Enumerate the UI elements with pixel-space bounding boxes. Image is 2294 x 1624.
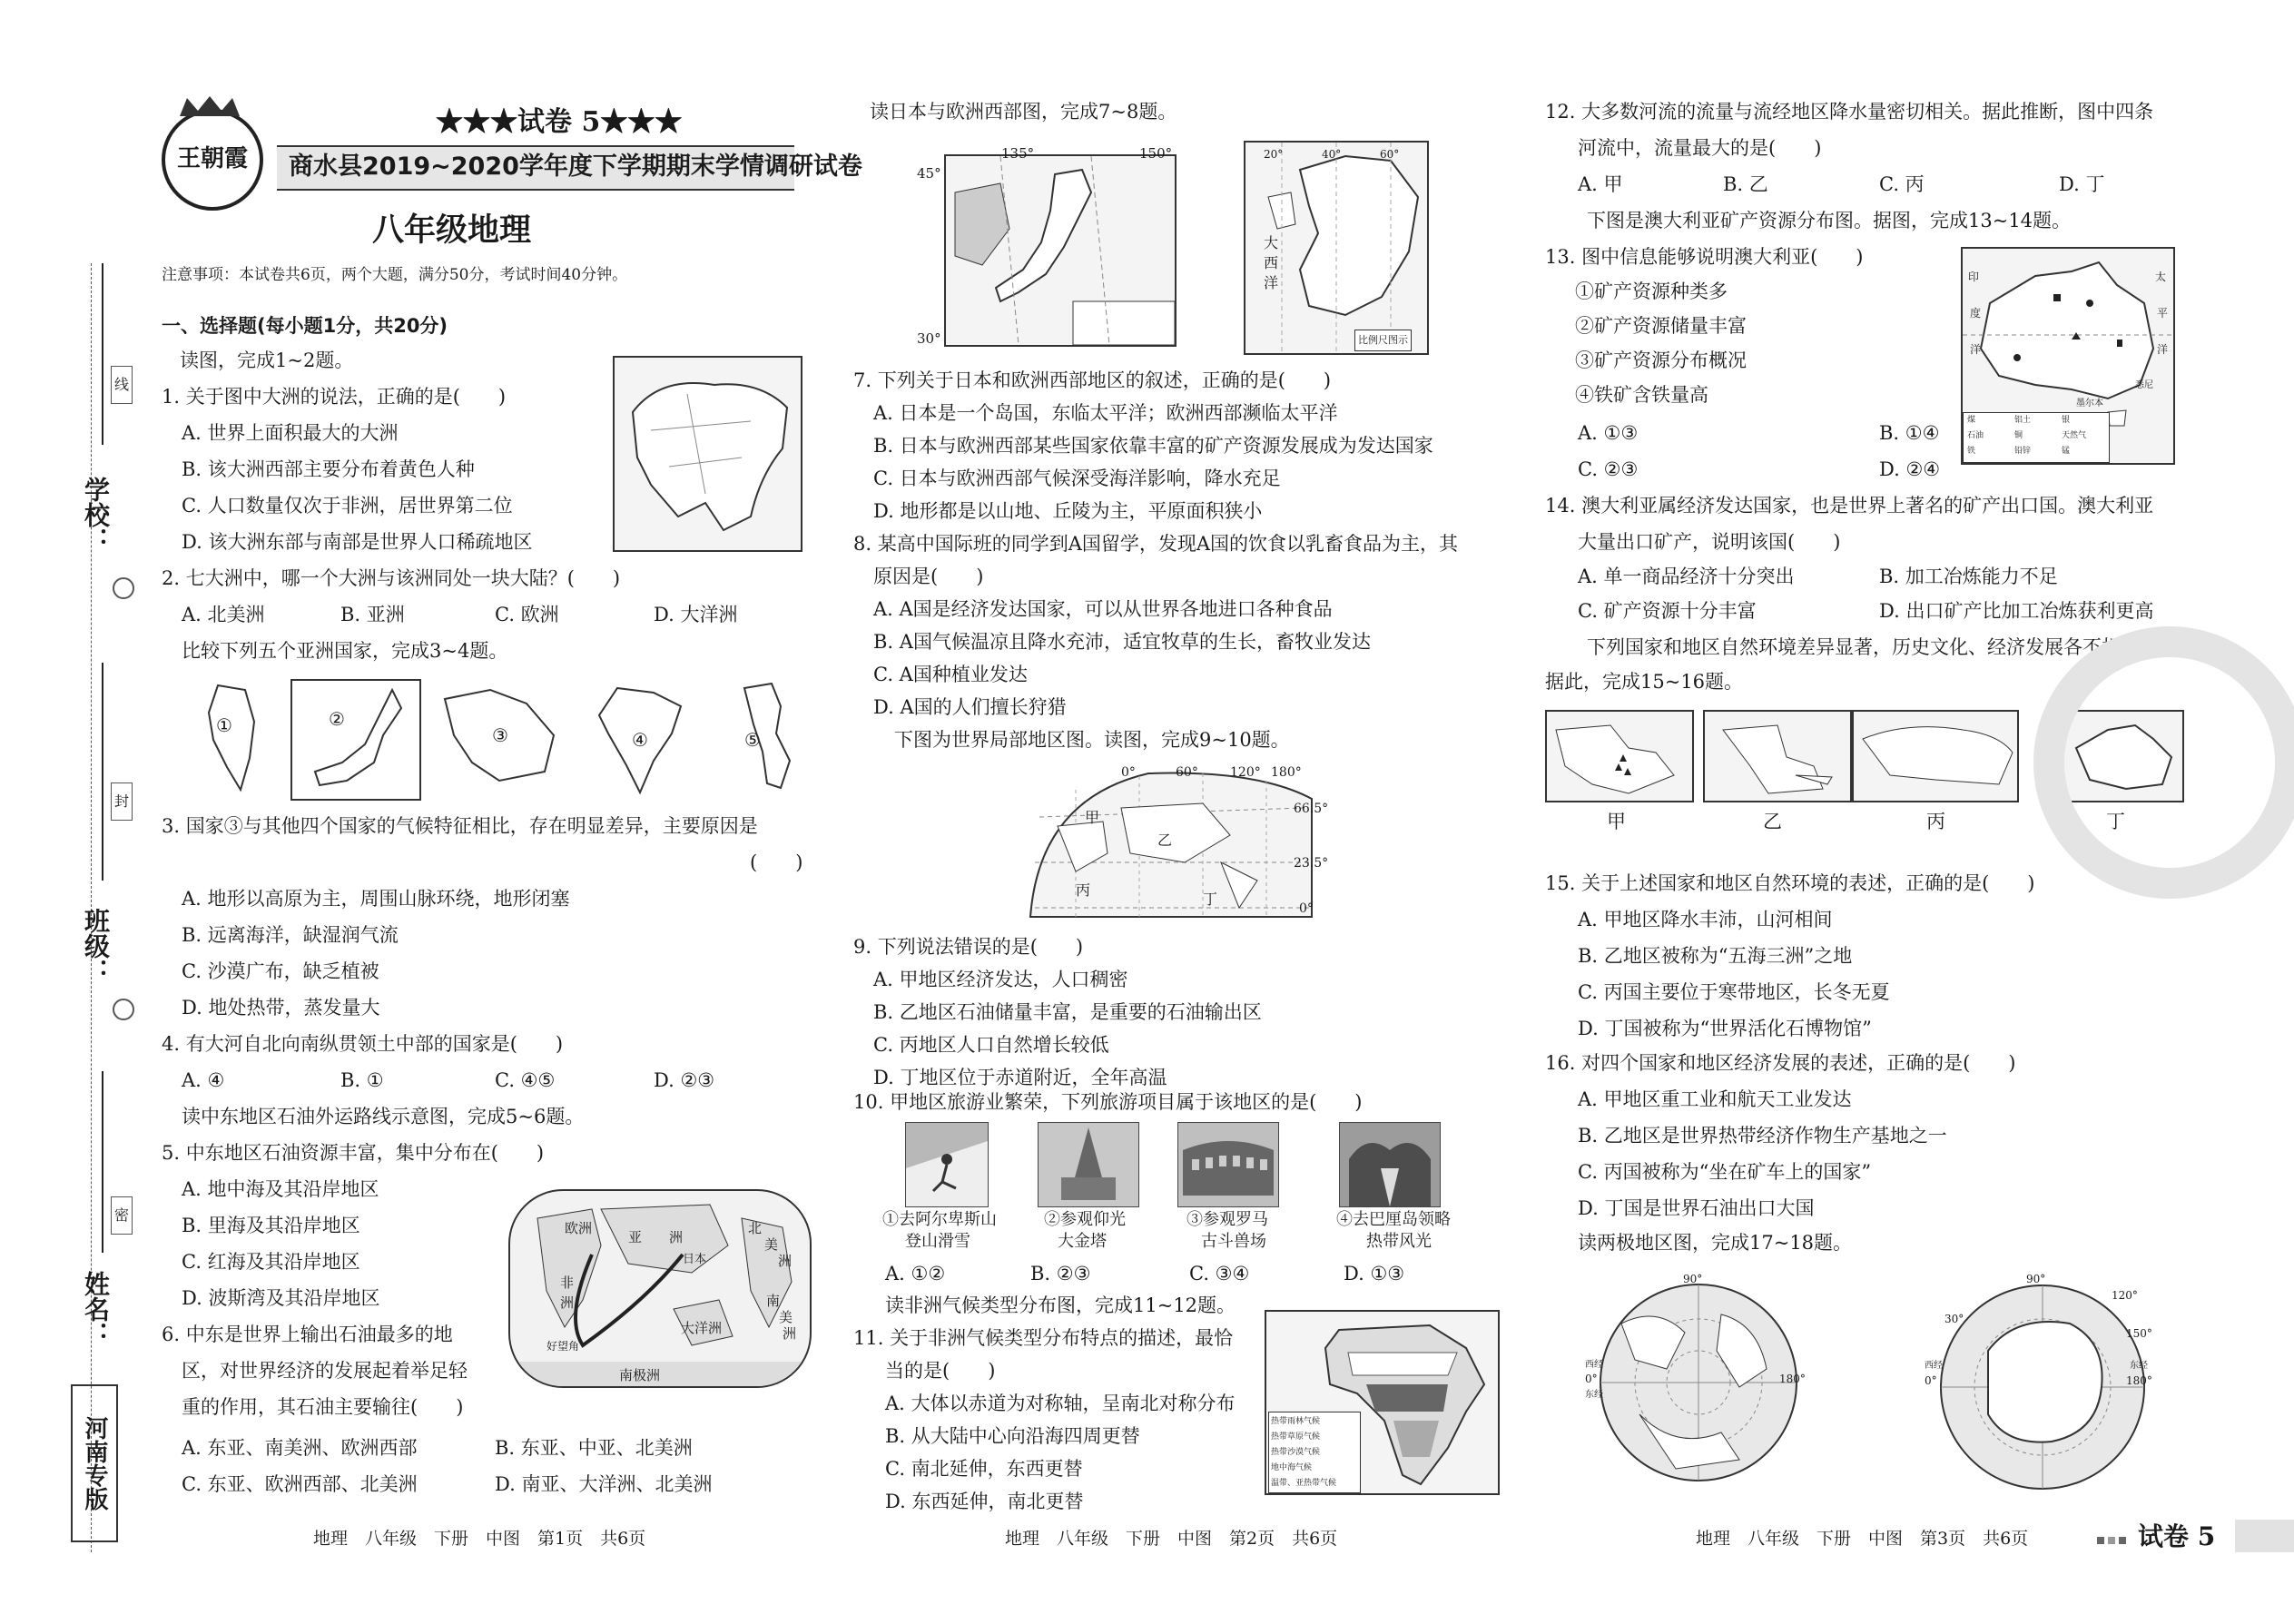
label-pacific-3: 洋: [2157, 343, 2169, 356]
q1-option-d[interactable]: D. 该大洲东部与南部是世界人口稀疏地区: [182, 531, 533, 553]
q11-option-b[interactable]: B. 从大陆中心向沿海四周更替: [885, 1425, 1140, 1447]
legend-copper: 铜: [2014, 431, 2023, 440]
asia-map: [613, 356, 802, 552]
photo1-caption-2: 登山滑雪: [905, 1232, 970, 1251]
q11-option-d[interactable]: D. 东西延伸，南北更替: [885, 1491, 1084, 1512]
question-7: 7. 下列关于日本和欧洲西部地区的叙述，正确的是( ): [853, 369, 1332, 391]
world-region-map: [1021, 763, 1329, 926]
notice: 注意事项：本试卷共6页，两个大题，满分50分，考试时间40分钟。: [162, 266, 628, 284]
australia-minerals-map: [1961, 247, 2175, 465]
name-label: 姓名：: [81, 1271, 111, 1347]
intro-q9-10: 下图为世界局部地区图。读图，完成9~10题。: [894, 729, 1290, 751]
question-6-line3: 重的作用，其石油主要输往( ): [182, 1396, 464, 1418]
q5-option-a[interactable]: A. 地中海及其沿岸地区: [182, 1178, 379, 1200]
q13-option-d[interactable]: D. ②④: [1879, 458, 1941, 480]
q16-option-d[interactable]: D. 丁国是世界石油出口大国: [1578, 1197, 1815, 1219]
intro-q15-16-line1: 下列国家和地区自然环境差异显著，历史文化、经济发展各不相同。: [1587, 636, 2159, 658]
wm-region-jia: 甲: [1085, 809, 1100, 826]
wm-lon-120: 120°: [1230, 765, 1261, 780]
label-oceania: 大洋洲: [681, 1320, 723, 1336]
arctic-west: 西经: [1585, 1360, 1603, 1370]
q9-option-b[interactable]: B. 乙地区石油储量丰富，是重要的石油输出区: [873, 1001, 1262, 1023]
country-2-shape: [290, 679, 421, 801]
legend-item: 温带、亚热带气候: [1271, 1479, 1337, 1488]
q11-option-a[interactable]: A. 大体以赤道为对称轴，呈南北对称分布: [885, 1393, 1236, 1414]
logo-text: 王朝霞: [176, 145, 248, 172]
seal-seal-mark: 封: [111, 782, 133, 821]
question-14-line2: 大量出口矿产，说明该国( ): [1578, 531, 1841, 553]
antarctic-west: 西经: [1925, 1361, 1943, 1371]
q16-option-c[interactable]: C. 丙国被称为“坐在矿车上的国家”: [1578, 1161, 1872, 1183]
africa-legend: [1268, 1412, 1361, 1493]
country-5-shape: [726, 679, 808, 797]
q11-option-c[interactable]: C. 南北延伸，东西更替: [885, 1458, 1083, 1480]
wm-lon-180: 180°: [1271, 765, 1302, 780]
wm-region-bing: 丙: [1076, 881, 1091, 899]
q5-option-c[interactable]: C. 红海及其沿岸地区: [182, 1251, 360, 1273]
q2-option-a[interactable]: A. 北美洲: [182, 604, 265, 625]
q10-option-d[interactable]: D. ①③: [1344, 1263, 1405, 1284]
page2-footer: 地理 八年级 下册 中图 第2页 共6页: [1005, 1529, 1338, 1549]
region-label-yi: 乙: [1763, 811, 1782, 832]
page3-footer: 地理 八年级 下册 中图 第3页 共6页: [1696, 1529, 2029, 1549]
question-4: 4. 有大河自北向南纵贯领土中部的国家是( ): [162, 1033, 564, 1055]
question-13: 13. 图中信息能够说明澳大利亚( ): [1545, 246, 1864, 268]
atlantic-3: 洋: [1264, 274, 1279, 291]
q15-option-d[interactable]: D. 丁国被称为“世界活化石博物馆”: [1578, 1018, 1872, 1039]
legend-item: 地中海气候: [1271, 1463, 1313, 1472]
q12-option-d[interactable]: D. 丁: [2059, 173, 2105, 195]
q3-option-c[interactable]: C. 沙漠广布，缺乏植被: [182, 960, 379, 982]
q8-option-c[interactable]: C. A国种植业发达: [873, 664, 1028, 685]
japan-map: [944, 154, 1177, 347]
photo-bali: [1339, 1122, 1441, 1207]
question-11-line1: 11. 关于非洲气候类型分布特点的描述，最恰: [853, 1327, 1234, 1349]
q14-option-a[interactable]: A. 单一商品经济十分突出: [1578, 566, 1795, 587]
wm-lon-0: 0°: [1121, 765, 1136, 780]
q6-option-c[interactable]: C. 东亚、欧洲西部、北美洲: [182, 1473, 418, 1495]
legend-item: 热带雨林气候: [1271, 1417, 1321, 1426]
atlantic-2: 西: [1264, 254, 1279, 271]
label-pacific-2: 平: [2157, 307, 2169, 320]
label-japan: 日本: [683, 1253, 707, 1266]
legend-gas: 天然气: [2062, 431, 2087, 440]
q14-option-c[interactable]: C. 矿产资源十分丰富: [1578, 600, 1757, 622]
antarctic-90: 90°: [2026, 1273, 2046, 1285]
label-cape: 好望角: [546, 1340, 580, 1353]
label-sa-2: 美: [779, 1309, 793, 1325]
label-na-1: 北: [748, 1220, 763, 1236]
q7-option-b[interactable]: B. 日本与欧洲西部某些国家依靠丰富的矿产资源发展成为发达国家: [873, 435, 1433, 457]
country-4-label: ④: [632, 729, 648, 751]
photo2-caption-2: 大金塔: [1058, 1232, 1107, 1251]
q2-option-c[interactable]: C. 欧洲: [495, 604, 559, 625]
country-3-shape: [436, 681, 563, 790]
q3-answer-bracket: ( ): [750, 851, 803, 873]
atlantic-1: 大: [1264, 234, 1279, 251]
region-map-bing: [1852, 710, 2019, 802]
country-5-label: ⑤: [744, 729, 761, 751]
label-europe: 欧洲: [565, 1220, 593, 1236]
q10-option-b[interactable]: B. ②③: [1030, 1263, 1091, 1284]
label-sa-1: 南: [766, 1293, 781, 1309]
q8-option-b[interactable]: B. A国气候温凉且降水充沛，适宜牧草的生长，畜牧业发达: [873, 631, 1371, 653]
country-4-shape: [590, 679, 699, 797]
antarctic-map: [1925, 1269, 2161, 1505]
q6-option-d[interactable]: D. 南亚、大洋洲、北美洲: [495, 1473, 713, 1495]
intro-q15-16-line2: 据此，完成15~16题。: [1545, 671, 1744, 693]
q10-option-a[interactable]: A. ①②: [885, 1263, 946, 1284]
q8-option-a[interactable]: A. A国是经济发达国家，可以从世界各地进口各种食品: [873, 598, 1333, 620]
arctic-90: 90°: [1683, 1273, 1703, 1285]
photo1-caption-1: ①去阿尔卑斯山: [882, 1210, 997, 1229]
label-sa-3: 洲: [783, 1325, 797, 1342]
q12-option-a[interactable]: A. 甲: [1578, 173, 1623, 195]
wm-lat-66: 66.5°: [1294, 802, 1329, 816]
q9-option-c[interactable]: C. 丙地区人口自然增长较低: [873, 1034, 1109, 1056]
question-6-line1: 6. 中东是世界上输出石油最多的地: [162, 1324, 453, 1345]
japan-lon-2: 150°: [1139, 145, 1173, 162]
question-8-line2: 原因是( ): [873, 566, 984, 587]
q3-option-b[interactable]: B. 远离海洋，缺湿润气流: [182, 924, 399, 946]
photo2-caption-1: ②参观仰光: [1044, 1210, 1126, 1229]
punch-hole: [113, 577, 134, 599]
q13-option-a[interactable]: A. ①③: [1578, 422, 1639, 444]
subject-title: 八年级地理: [372, 212, 532, 249]
q14-option-b[interactable]: B. 加工冶炼能力不足: [1879, 566, 2058, 587]
photo3-caption-1: ③参观罗马: [1186, 1210, 1268, 1229]
arctic-180: 180°: [1779, 1373, 1806, 1385]
intro-q1-2: 读图，完成1~2题。: [180, 349, 354, 371]
scale-box: 比例尺图示: [1354, 330, 1412, 351]
legend-silver: 银: [2062, 416, 2071, 425]
region-label-jia: 甲: [1607, 811, 1626, 832]
region-label-ding: 丁: [2106, 811, 2125, 832]
photo-pagoda: [1038, 1122, 1139, 1207]
q7-option-d[interactable]: D. 地形都是以山地、丘陵为主，平原面积狭小: [873, 500, 1263, 522]
footer-tab: [2235, 1520, 2294, 1552]
antarctic-0: 0°: [1925, 1374, 1937, 1387]
seal-line-mark: 线: [111, 366, 133, 404]
school-field-line: [102, 263, 103, 445]
photo-skiing: [905, 1122, 989, 1207]
europe-lon-40: 40°: [1322, 148, 1342, 161]
region-map-yi: [1703, 710, 1852, 802]
wm-lon-60: 60°: [1176, 765, 1198, 780]
q7-option-c[interactable]: C. 日本与欧洲西部气候深受海洋影响，降水充足: [873, 468, 1281, 489]
antarctic-120: 120°: [2112, 1289, 2138, 1302]
wm-region-ding: 丁: [1203, 891, 1218, 908]
photo-colosseum: [1177, 1122, 1279, 1207]
q9-option-d[interactable]: D. 丁地区位于赤道附近，全年高温: [873, 1067, 1167, 1088]
question-9: 9. 下列说法错误的是( ): [853, 936, 1084, 958]
label-antarctica: 南极洲: [619, 1367, 661, 1383]
class-label: 班级：: [81, 908, 111, 984]
q13-statement-2: ②矿产资源储量丰富: [1575, 315, 1747, 337]
japan-lat-1: 45°: [917, 165, 941, 182]
punch-hole: [113, 999, 134, 1020]
photo3-caption-2: 古斗兽场: [1201, 1232, 1266, 1251]
arctic-east: 东经: [1585, 1390, 1603, 1400]
japan-lat-2: 30°: [917, 330, 941, 347]
q13-option-c[interactable]: C. ②③: [1578, 458, 1639, 480]
intro-q5-6: 读中东地区石油外运路线示意图，完成5~6题。: [182, 1106, 585, 1127]
q4-option-a[interactable]: A. ④: [182, 1069, 225, 1091]
q13-statement-1: ①矿产资源种类多: [1575, 281, 1728, 302]
antarctic-180: 180°: [2126, 1374, 2152, 1387]
logo: [162, 109, 263, 211]
exam-title: 商水县2019~2020学年度下学期期末学情调研试卷: [289, 153, 862, 181]
label-indian-3: 洋: [1970, 343, 1982, 356]
paper-badge: ★★★试卷 5★★★: [436, 106, 683, 138]
q12-option-b[interactable]: B. 乙: [1723, 173, 1768, 195]
africa-climate-map: [1265, 1310, 1500, 1495]
q1-option-c[interactable]: C. 人口数量仅次于非洲，居世界第二位: [182, 495, 513, 517]
q6-option-b[interactable]: B. 东亚、中亚、北美洲: [495, 1437, 693, 1459]
question-14-line1: 14. 澳大利亚属经济发达国家，也是世界上著名的矿产出口国。澳大利亚: [1545, 495, 2154, 517]
oil-route-map: [508, 1189, 812, 1388]
europe-map: [1244, 141, 1429, 355]
question-8-line1: 8. 某高中国际班的同学到A国留学，发现A国的饮食以乳畜食品为主，其: [853, 533, 1459, 555]
wm-lat-23: 23.5°: [1294, 856, 1329, 871]
legend-coal: 煤: [1967, 416, 1976, 425]
question-1: 1. 关于图中大洲的说法，正确的是( ): [162, 386, 507, 408]
q15-option-b[interactable]: B. 乙地区被称为“五海三洲”之地: [1578, 945, 1853, 967]
region-map-jia: [1545, 710, 1694, 802]
q4-option-d[interactable]: D. ②③: [654, 1069, 715, 1091]
q5-option-d[interactable]: D. 波斯湾及其沿岸地区: [182, 1287, 380, 1309]
label-asia-a: 亚: [628, 1229, 643, 1245]
q2-option-d[interactable]: D. 大洋洲: [654, 604, 738, 625]
q2-option-b[interactable]: B. 亚洲: [340, 604, 405, 625]
legend-item: 热带草原气候: [1271, 1432, 1321, 1442]
label-sydney: 悉尼: [2135, 380, 2153, 390]
label-indian-2: 度: [1970, 307, 1982, 320]
legend-iron: 铁: [1967, 447, 1976, 456]
intro-q11-12: 读非洲气候类型分布图，完成11~12题。: [885, 1294, 1236, 1316]
legend-bauxite: 铝土: [2014, 416, 2032, 425]
question-16: 16. 对四个国家和地区经济发展的表述，正确的是( ): [1545, 1052, 2016, 1074]
paper-badge-footer: 试卷 5: [2138, 1521, 2216, 1551]
wm-region-yi: 乙: [1157, 832, 1173, 849]
question-11-line2: 当的是( ): [885, 1360, 996, 1382]
q14-option-d[interactable]: D. 出口矿产比加工冶炼获利更高: [1879, 600, 2154, 622]
q6-option-a[interactable]: A. 东亚、南美洲、欧洲西部: [182, 1437, 418, 1459]
q13-option-b[interactable]: B. ①④: [1879, 422, 1940, 444]
q15-option-a[interactable]: A. 甲地区降水丰沛，山河相间: [1578, 909, 1833, 930]
question-2: 2. 七大洲中，哪一个大洲与该洲同处一块大陆？( ): [162, 567, 621, 589]
page1-footer: 地理 八年级 下册 中图 第1页 共6页: [313, 1529, 646, 1549]
question-3: 3. 国家③与其他四个国家的气候特征相比，存在明显差异，主要原因是: [162, 815, 758, 837]
q12-option-c[interactable]: C. 丙: [1879, 173, 1925, 195]
question-15: 15. 关于上述国家和地区自然环境的表述，正确的是( ): [1545, 872, 2035, 894]
label-africa-b: 洲: [560, 1294, 575, 1311]
q4-option-b[interactable]: B. ①: [340, 1069, 384, 1091]
antarctic-150: 150°: [2126, 1327, 2152, 1340]
intro-q7-8: 读日本与欧洲西部图，完成7~8题。: [870, 101, 1177, 123]
q10-option-c[interactable]: C. ③④: [1189, 1263, 1250, 1284]
crown-icon: [178, 94, 241, 118]
arctic-0: 0°: [1585, 1373, 1598, 1385]
class-field-line: [102, 663, 103, 881]
badge-squares-icon: [2097, 1532, 2133, 1545]
q4-option-c[interactable]: C. ④⑤: [495, 1069, 556, 1091]
intro-q13-14: 下图是澳大利亚矿产资源分布图。据图，完成13~14题。: [1587, 210, 2072, 231]
q1-option-a[interactable]: A. 世界上面积最大的大洲: [182, 422, 399, 444]
seal-secret-mark: 密: [111, 1196, 133, 1235]
label-pacific-1: 太: [2155, 271, 2167, 283]
europe-lon-20: 20°: [1264, 148, 1284, 161]
wm-lat-0: 0°: [1299, 901, 1314, 916]
q5-option-b[interactable]: B. 里海及其沿岸地区: [182, 1215, 360, 1236]
photo4-caption-2: 热带风光: [1366, 1232, 1432, 1251]
q9-option-a[interactable]: A. 甲地区经济发达，人口稠密: [873, 969, 1128, 990]
question-10: 10. 甲地区旅游业繁荣，下列旅游项目属于该地区的是( ): [853, 1091, 1363, 1113]
antarctic-east: 东经: [2130, 1361, 2148, 1371]
q8-option-d[interactable]: D. A国的人们擅长狩猎: [873, 696, 1067, 718]
country-3-label: ③: [492, 724, 508, 746]
legend-item: 热带沙漠气候: [1271, 1448, 1321, 1457]
antarctic-30: 30°: [1944, 1313, 1964, 1325]
q16-option-a[interactable]: A. 甲地区重工业和航天工业发达: [1578, 1088, 1852, 1110]
q13-statement-4: ④铁矿含铁量高: [1575, 384, 1708, 406]
europe-lon-60: 60°: [1380, 148, 1400, 161]
label-africa-a: 非: [560, 1275, 575, 1291]
label-melbourne: 墨尔本: [2076, 399, 2103, 408]
q16-option-b[interactable]: B. 乙地区是世界热带经济作物生产基地之一: [1578, 1125, 1947, 1147]
q3-option-a[interactable]: A. 地形以高原为主，周围山脉环绕，地形闭塞: [182, 888, 570, 910]
q7-option-a[interactable]: A. 日本是一个岛国，东临太平洋；欧洲西部濒临太平洋: [873, 402, 1338, 424]
question-5: 5. 中东地区石油资源丰富，集中分布在( ): [162, 1142, 545, 1164]
label-asia-b: 洲: [669, 1229, 684, 1245]
question-12-line2: 河流中，流量最大的是( ): [1578, 137, 1822, 159]
q1-option-b[interactable]: B. 该大洲西部主要分布着黄色人种: [182, 458, 475, 480]
q3-option-d[interactable]: D. 地处热带，蒸发量大: [182, 997, 380, 1019]
label-na-3: 洲: [778, 1253, 793, 1269]
label-indian-1: 印: [1968, 271, 1980, 283]
country-1-label: ①: [216, 714, 232, 736]
question-6-line2: 区，对世界经济的发展起着举足轻: [182, 1360, 468, 1382]
name-field-line: [102, 1071, 103, 1253]
label-na-2: 美: [764, 1236, 779, 1253]
watermark-stamp-icon: [2033, 626, 2294, 899]
question-12-line1: 12. 大多数河流的流量与流经地区降水量密切相关。据此推断，图中四条: [1545, 101, 2154, 123]
region-label-bing: 丙: [1926, 811, 1945, 832]
arctic-map: [1585, 1269, 1812, 1496]
minerals-legend: [1963, 412, 2110, 463]
q13-statement-3: ③矿产资源分布概况: [1575, 349, 1747, 371]
legend-oil: 石油: [1967, 431, 1984, 440]
photo4-caption-1: ④去巴厘岛领略: [1336, 1210, 1451, 1229]
legend-leadzinc: 铅锌: [2014, 447, 2032, 456]
intro-q3-4: 比较下列五个亚洲国家，完成3~4题。: [182, 640, 508, 662]
legend-manganese: 锰: [2062, 447, 2071, 456]
school-label: 学校：: [81, 477, 111, 553]
edition-box: 河南专版: [71, 1384, 118, 1542]
country-2-label: ②: [329, 708, 345, 730]
q15-option-c[interactable]: C. 丙国主要位于寒带地区，长冬无夏: [1578, 981, 1890, 1003]
section-heading: 一、选择题(每小题1分，共20分): [162, 315, 448, 337]
intro-q17-18: 读两极地区图，完成17~18题。: [1578, 1232, 1853, 1254]
country-1-shape: [182, 676, 290, 794]
japan-lon-1: 135°: [1001, 145, 1035, 162]
